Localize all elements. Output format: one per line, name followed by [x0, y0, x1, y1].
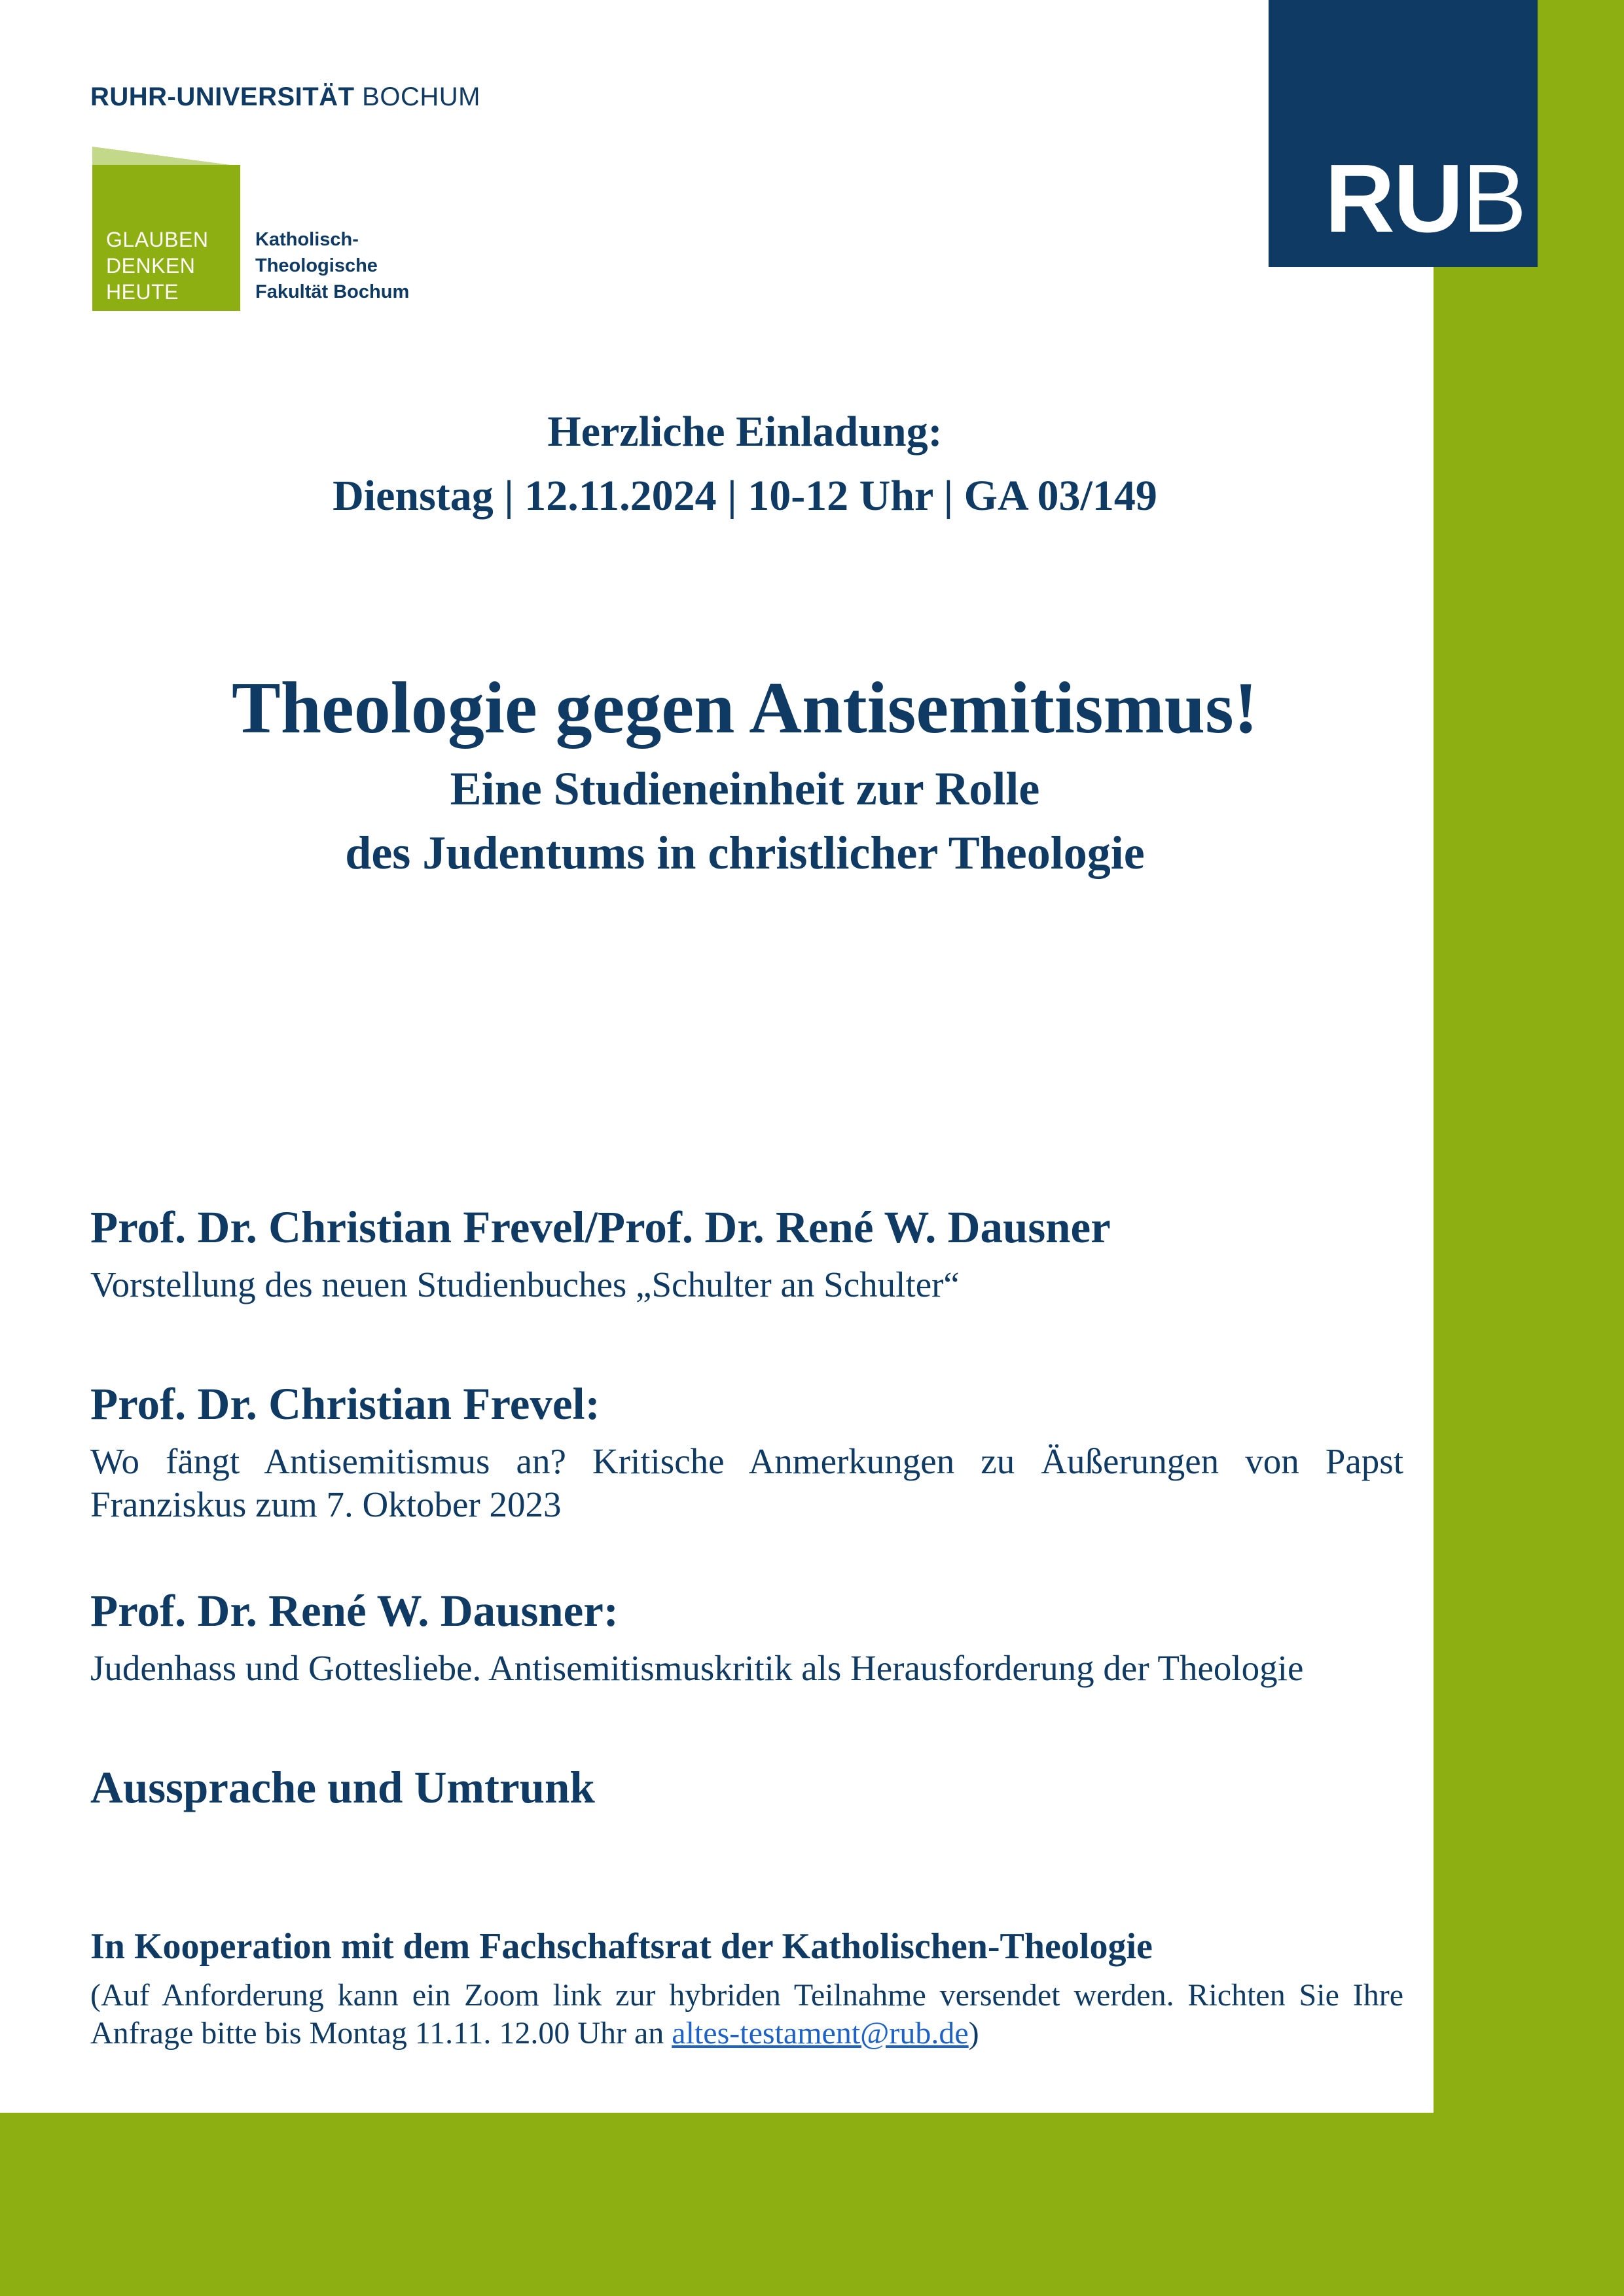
- faculty-name: Katholisch- Theologische Fakultät Bochum: [255, 229, 410, 302]
- zoom-note: (Auf Anforderung kann ein Zoom link zur hybriden Teilnahme versendet werden. Richten Sie Ihre Anfrage bitte bis Montag 11.11. 12.00 Uhr an altes-testament@rub.de): [90, 1978, 1403, 2051]
- event-details: Dienstag | 12.11.2024 | 10-12 Uhr | GA 03/149: [333, 472, 1157, 520]
- program-topic: Wo fängt Antisemitismus an? Kritische Anmerkungen zu Äußerungen von Papst Franziskus zum 7. Oktober 2023: [90, 1441, 1403, 1524]
- cooperation-note: In Kooperation mit dem Fachschaftsrat der Katholischen-Theologie: [90, 1926, 1153, 1967]
- subtitle-line-1: Eine Studieneinheit zur Rolle: [450, 762, 1040, 815]
- program-topic: Vorstellung des neuen Studienbuches „Schulter an Schulter“: [90, 1265, 960, 1304]
- program-speaker: Prof. Dr. Christian Frevel:: [90, 1379, 600, 1429]
- green-bottom-bar: [0, 2113, 1624, 2296]
- glauben-logo-tab: [92, 147, 240, 166]
- program-closing: Aussprache und Umtrunk: [90, 1763, 595, 1812]
- program-speaker: Prof. Dr. Christian Frevel/Prof. Dr. René W. Dausner: [90, 1202, 1111, 1252]
- invitation-heading: Herzliche Einladung:: [547, 408, 943, 456]
- subtitle-line-2: des Judentums in christlicher Theologie: [345, 827, 1145, 879]
- page-title: Theologie gegen Antisemitismus!: [232, 668, 1258, 749]
- program-speaker: Prof. Dr. René W. Dausner:: [90, 1586, 619, 1636]
- green-side-bar: [1434, 0, 1624, 2296]
- program-topic: Judenhass und Gottesliebe. Antisemitismuskritik als Herausforderung der Theologie: [90, 1648, 1304, 1688]
- university-name: RUHR-UNIVERSITÄT BOCHUM: [90, 82, 480, 111]
- rub-logo-text: RUB: [1325, 145, 1526, 253]
- glauben-logo-text: GLAUBEN DENKEN HEUTE: [106, 228, 209, 304]
- email-link[interactable]: altes-testament@rub.de: [672, 2016, 969, 2051]
